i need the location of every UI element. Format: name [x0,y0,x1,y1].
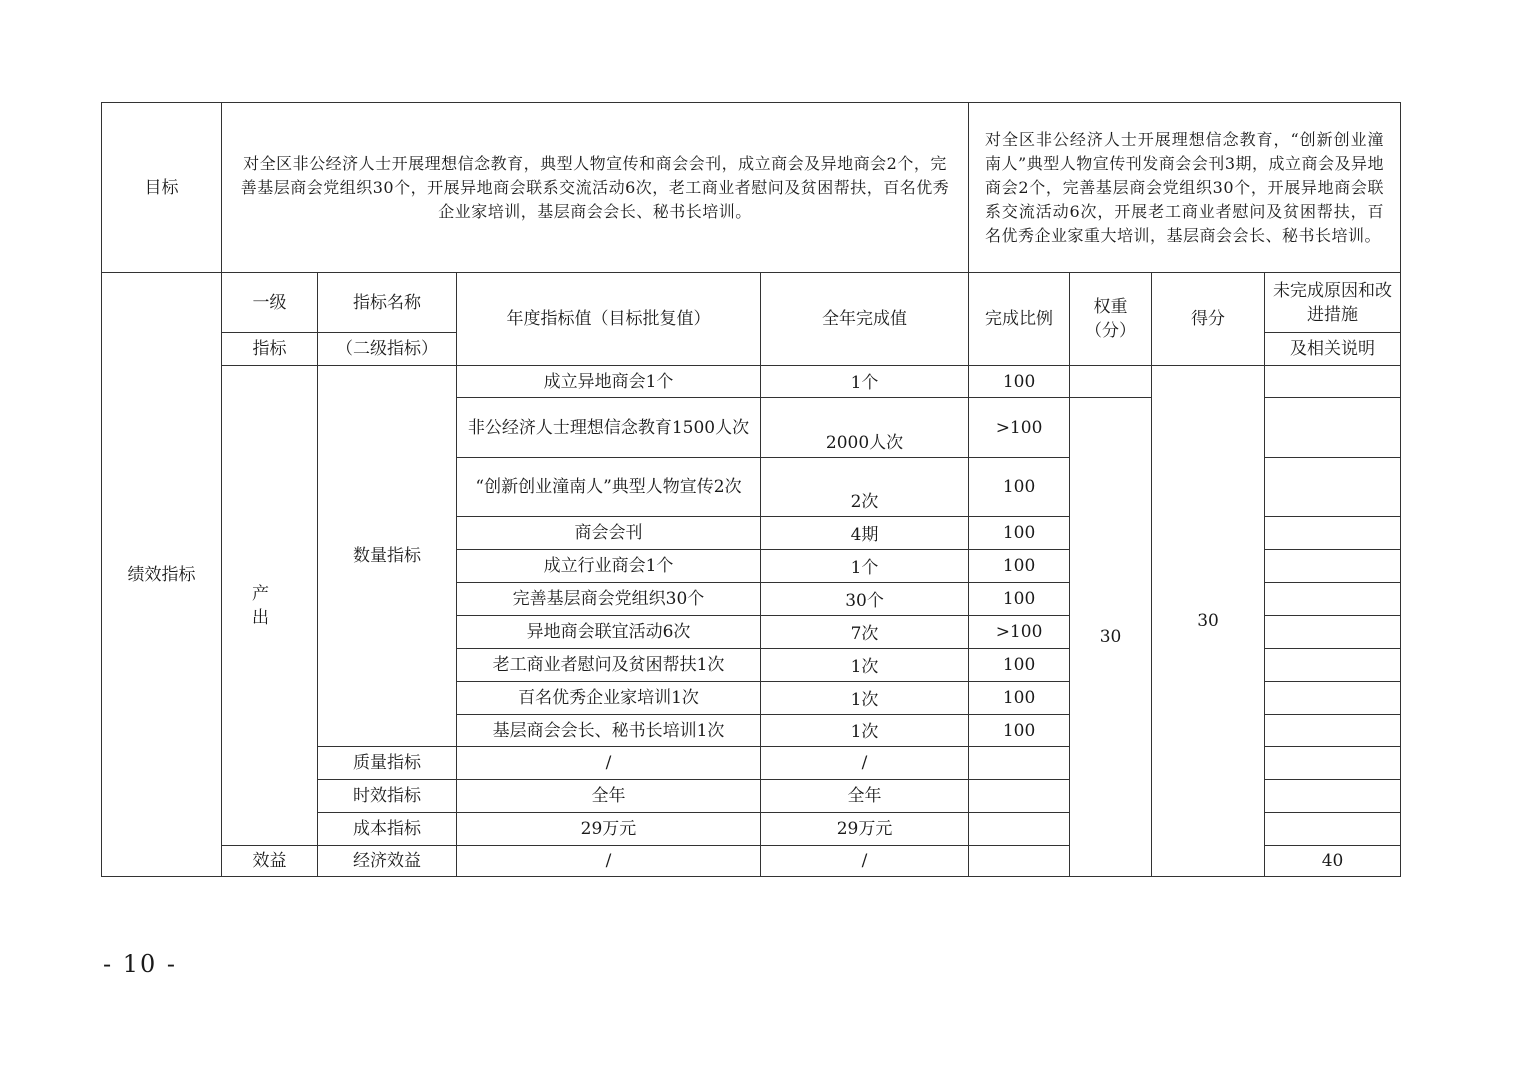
goal-label: 目标 [102,103,222,273]
ratio-cell: 100 [969,649,1070,682]
actual-cell: 1次 [761,649,969,682]
indicator-name: 时效指标 [318,780,457,813]
reason-cell [1265,747,1401,780]
weight-output: 30 [1070,398,1152,877]
header-score: 得分 [1152,273,1265,366]
reason-cell [1265,583,1401,616]
reason-cell [1265,517,1401,550]
actual-cell: 1次 [761,715,969,747]
header-reason-top: 未完成原因和改进措施 [1265,273,1401,333]
target-cell: 百名优秀企业家培训1次 [457,682,761,715]
target-cell: 成立异地商会1个 [457,366,761,398]
table-row [102,366,1401,398]
header-name-bottom: （二级指标） [318,333,457,366]
goal-plan-text: 对全区非公经济人士开展理想信念教育，典型人物宣传和商会会刊，成立商会及异地商会2个，完善基层商会党组织30个，开展异地商会联系交流活动6次，老工商业者慰问及贫困帮扶，百名优秀企业家培训，基层商会会长、秘书长培训。 [240,153,950,221]
ratio-cell: >100 [969,616,1070,649]
header-level1-top: 一级 [222,273,318,333]
header-level1-bottom: 指标 [222,333,318,366]
actual-cell: 1个 [761,366,969,398]
reason-cell [1265,616,1401,649]
reason-cell [1265,780,1401,813]
header-target: 年度指标值（目标批复值） [457,273,761,366]
weight-cell [1070,366,1152,398]
ratio-cell: >100 [969,398,1070,458]
header-actual: 全年完成值 [761,273,969,366]
score-output: 30 [1152,366,1265,877]
section-label: 绩效指标 [102,273,222,877]
target-cell: 商会会刊 [457,517,761,550]
header-weight: 权重（分） [1070,273,1152,366]
benefit-weight: 40 [1265,846,1401,877]
header-reason-bottom: 及相关说明 [1265,333,1401,366]
target-cell: 非公经济人士理想信念教育1500人次 [457,398,761,458]
target-cell: 全年 [457,780,761,813]
actual-cell: 4期 [761,517,969,550]
actual-cell: 2000人次 [761,398,969,458]
benefit-level1: 效益 [222,846,318,877]
actual-cell: 2次 [761,458,969,517]
header-name-top: 指标名称 [318,273,457,333]
reason-cell [1265,682,1401,715]
actual-cell: 30个 [761,583,969,616]
ratio-cell [969,747,1070,780]
performance-table [101,102,1401,877]
actual-cell: 7次 [761,616,969,649]
ratio-cell: 100 [969,366,1070,398]
target-cell: 完善基层商会党组织30个 [457,583,761,616]
actual-cell: 1个 [761,550,969,583]
target-cell: 异地商会联宜活动6次 [457,616,761,649]
target-cell: “创新创业潼南人”典型人物宣传2次 [457,458,761,517]
target-cell: 29万元 [457,813,761,846]
ratio-cell: 100 [969,682,1070,715]
goal-actual-cell [969,103,1401,273]
ratio-cell [969,780,1070,813]
goal-row [102,103,1401,273]
reason-cell [1265,550,1401,583]
target-cell: 基层商会会长、秘书长培训1次 [457,715,761,747]
reason-cell [1265,649,1401,682]
target-cell: / [457,747,761,780]
reason-cell [1265,715,1401,747]
ratio-cell [969,813,1070,846]
ratio-cell: 100 [969,550,1070,583]
target-cell: 成立行业商会1个 [457,550,761,583]
indicator-name: 成本指标 [318,813,457,846]
goal-plan-cell [222,103,969,273]
quantity-label: 数量指标 [318,366,457,747]
ratio-cell: 100 [969,517,1070,550]
actual-cell: 1次 [761,682,969,715]
benefit-target: / [457,846,761,877]
benefit-ratio [969,846,1070,877]
reason-cell [1265,366,1401,398]
benefit-name: 经济效益 [318,846,457,877]
reason-cell [1265,458,1401,517]
actual-cell: 全年 [761,780,969,813]
page-number: - 10 - [103,950,178,978]
reason-cell [1265,398,1401,458]
ratio-cell: 100 [969,458,1070,517]
actual-cell: / [761,747,969,780]
ratio-cell: 100 [969,583,1070,616]
benefit-actual: / [761,846,969,877]
ratio-cell: 100 [969,715,1070,747]
goal-actual-text: 对全区非公经济人士开展理想信念教育，“创新创业潼南人”典型人物宣传刊发商会会刊3期，成立商会及异地商会2个，完善基层商会党组织30个，开展异地商会联系交流活动6次，开展老工商业者慰问及贫困帮扶，百名优秀企业家重大培训，基层商会会长、秘书长培训。 [985,129,1385,245]
header-ratio: 完成比例 [969,273,1070,366]
target-cell: 老工商业者慰问及贫困帮扶1次 [457,649,761,682]
output-label: 产 出 [222,366,318,846]
header-row-1 [102,273,1401,333]
indicator-name: 质量指标 [318,747,457,780]
reason-cell [1265,813,1401,846]
actual-cell: 29万元 [761,813,969,846]
